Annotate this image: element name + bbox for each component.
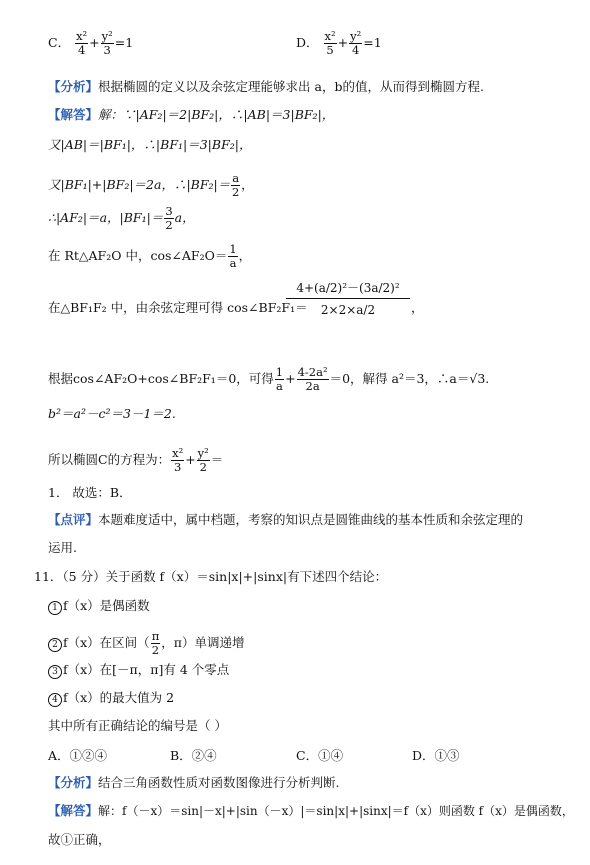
- plus: +: [185, 452, 196, 467]
- frac-den: 2: [232, 185, 240, 199]
- statement-text: f（x）在区间（: [63, 635, 150, 650]
- circled-number-icon: 4: [48, 693, 62, 707]
- fraction: [164, 205, 173, 232]
- plus: +: [89, 35, 100, 50]
- frac-num: y²: [350, 29, 362, 43]
- solution-1-line-9: [48, 447, 223, 474]
- option-d: [296, 30, 382, 57]
- solution-1-line-8: b²＝a²－c²＝3－1＝2.: [48, 406, 176, 421]
- option-a: A．①②④: [48, 748, 108, 763]
- analysis-tag: 【分析】: [48, 775, 99, 790]
- statement-2: [48, 630, 244, 657]
- fraction: [231, 172, 240, 199]
- analysis-tag: 【分析】: [48, 79, 99, 94]
- frac-den: a: [229, 256, 237, 270]
- comment-tag: 【点评】: [48, 512, 99, 527]
- option-c-frac-y: [101, 30, 114, 57]
- fraction: [275, 366, 284, 393]
- option-d-label: D．: [296, 35, 319, 50]
- line-text: ＝0，解得 a²＝3，∴a＝√3.: [329, 371, 490, 386]
- comment-1-cont: 运用.: [48, 540, 77, 555]
- frac-num: y²: [101, 29, 113, 43]
- statement-text: f（x）的最大值为 2: [63, 690, 175, 705]
- solution-2-cont: 故①正确，: [48, 832, 111, 847]
- frac-den: 2a: [305, 379, 320, 393]
- option-c-frac-x: [75, 30, 88, 57]
- line-text: ＝: [210, 452, 224, 467]
- frac-num: x²: [172, 446, 184, 460]
- frac-num: 3: [165, 204, 173, 218]
- equals: =1: [363, 35, 382, 50]
- fraction: [228, 243, 237, 270]
- equals: =1: [114, 35, 134, 50]
- circled-number-icon: 1: [48, 601, 62, 615]
- statement-text: f（x）在[－π，π]有 4 个零点: [63, 662, 230, 677]
- solution-1-line-4: [48, 205, 195, 232]
- solution-1-line-6: [48, 300, 308, 316]
- solution-tag: 【解答】: [48, 803, 99, 818]
- line-text: a，: [174, 210, 195, 225]
- option-c-label: C．: [48, 35, 71, 50]
- solution-1-line-1: [48, 107, 334, 123]
- frac-num: a: [232, 171, 240, 185]
- frac-num: x²: [76, 29, 88, 43]
- question-11-stem: 11．（5 分）关于函数 f（x）＝sin|x|+|sinx|有下述四个结论：: [34, 569, 388, 584]
- frac-den: 5: [326, 43, 334, 57]
- solution-2: [48, 803, 574, 819]
- analysis-1: [48, 79, 484, 95]
- line-text: 在△BF₁F₂ 中，由余弦定理可得 cos∠BF₂F₁＝: [48, 300, 308, 315]
- line-text: 根据cos∠AF₂O+cos∠BF₂F₁＝0，可得: [48, 371, 274, 386]
- cosine-law-fraction: [286, 279, 410, 317]
- line-text: 又|BF₁|+|BF₂|＝2a，∴|BF₂|＝: [48, 177, 231, 192]
- solution-tag: 【解答】: [48, 107, 99, 122]
- analysis-text: 结合三角函数性质对函数图像进行分析判断.: [98, 775, 340, 790]
- solution-text: 解：∵|AF₂|＝2|BF₂|，∴|AB|＝3|BF₂|，: [98, 107, 335, 122]
- option-d-frac-x: [324, 30, 337, 57]
- option-d-q11: D．①③: [412, 748, 460, 763]
- plus: +: [337, 35, 349, 50]
- frac-num: 1: [275, 365, 284, 379]
- option-d-frac-y: [349, 30, 362, 57]
- frac-den: a: [276, 379, 283, 393]
- solution-text: 解：f（－x）＝sin|－x|+|sin（－x）|＝sin|x|+|sinx|＝f（x）则函数 f（x）是偶函数，: [98, 804, 574, 818]
- statement-text: ，π）单调递增: [161, 635, 245, 650]
- solution-1-line-10: 1． 故选：B．: [48, 485, 132, 500]
- option-b: B．②④: [170, 748, 217, 763]
- frac-den: 4: [352, 43, 360, 57]
- fraction: [151, 630, 161, 657]
- frac-num: 4-2a²: [297, 365, 328, 379]
- frac-num: 1: [229, 242, 237, 256]
- analysis-2: [48, 775, 340, 791]
- frac-den: 2: [165, 218, 173, 232]
- frac-num: π: [151, 629, 160, 643]
- frac-den: 4: [77, 43, 86, 57]
- plus: +: [285, 371, 296, 386]
- line-text: 所以椭圆C的方程为：: [48, 452, 171, 467]
- statement-4: [48, 690, 174, 707]
- comment-text: 本题难度适中，属中档题，考察的知识点是圆锥曲线的基本性质和余弦定理的: [98, 512, 524, 527]
- frac-num: 4+(a/2)²－(3a/2)²: [286, 279, 410, 299]
- frac-den: 3: [103, 43, 111, 57]
- frac-den: 2: [199, 460, 207, 474]
- line-text: 在 Rt△AF₂O 中，cos∠AF₂O＝: [48, 248, 228, 263]
- circled-number-icon: 3: [48, 665, 62, 679]
- statement-1: [48, 598, 150, 615]
- line-6-post: ，: [411, 300, 424, 315]
- option-c: [48, 30, 133, 57]
- line-text: ∴|AF₂|＝a，|BF₁|＝: [48, 210, 164, 225]
- solution-1-line-7: [48, 366, 489, 393]
- frac-num: x²: [324, 29, 336, 43]
- fraction: [197, 447, 210, 474]
- question-11-ask: 其中所有正确结论的编号是（ ）: [48, 718, 227, 733]
- solution-1-line-3: [48, 172, 254, 199]
- comment-1: [48, 512, 523, 528]
- solution-1-line-5: [48, 243, 251, 270]
- fraction: [171, 447, 184, 474]
- solution-1-line-2: 又|AB|＝|BF₁|，∴|BF₁|＝3|BF₂|，: [48, 137, 252, 152]
- frac-num: y²: [197, 446, 209, 460]
- frac-den: 3: [173, 460, 182, 474]
- circled-number-icon: 2: [48, 638, 62, 652]
- line-text: ，: [238, 248, 252, 263]
- frac-den: 2: [151, 643, 160, 657]
- analysis-text: 根据椭圆的定义以及余弦定理能够求出 a，b的值，从而得到椭圆方程.: [98, 79, 484, 94]
- statement-3: [48, 662, 229, 679]
- fraction: [297, 366, 329, 393]
- option-c-q11: C．①④: [296, 748, 344, 763]
- frac-den: 2×2×a/2: [320, 303, 376, 317]
- line-text: ，: [241, 177, 254, 192]
- statement-text: f（x）是偶函数: [63, 598, 150, 613]
